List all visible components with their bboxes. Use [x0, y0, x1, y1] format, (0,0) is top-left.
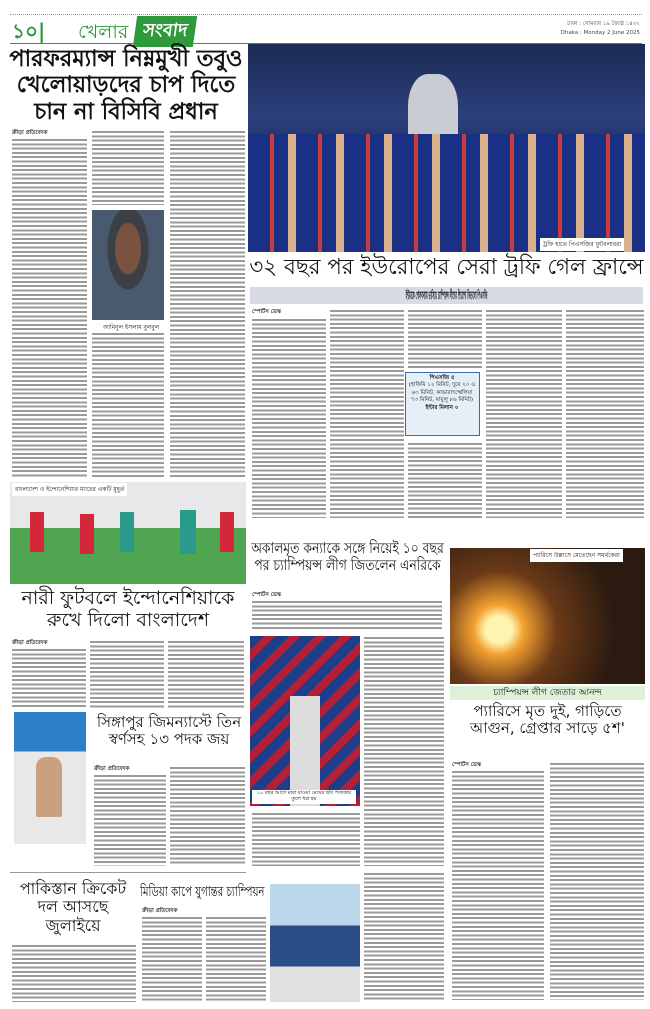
story6-kicker-box: [450, 686, 645, 700]
story2-text: [486, 309, 562, 518]
story3-headline-box: [10, 588, 246, 632]
story2-subhead: ইন্টারকে গোলবন্যায় ভাসিয়ে চ্যাম্পিয়ন্স লীগের শিরোপা জিতলো পিএসজি: [405, 289, 488, 302]
story2-text: [252, 318, 326, 518]
story3-photo-caption: বাংলাদেশ ও ইন্দোনেশিয়ার ম্যাচের একটি মুহূর্ত: [12, 483, 127, 496]
story7-headline: পাকিস্তান ক্রিকেট দল আসছে জুলাইয়ে: [19, 879, 127, 935]
story1-text: [170, 130, 245, 478]
bcb-president-photo: [92, 210, 164, 320]
story2-text: [566, 309, 644, 518]
page-number: ১০|: [12, 19, 46, 43]
story2-photo-caption: ট্রফি হাতে পিএসজির ফুটবলাররা: [540, 238, 624, 251]
story4-headline: সিঙ্গাপুর জিমন্যাস্টে তিন স্বর্ণসহ ১৩ পদক জয়: [96, 713, 242, 749]
story8-text: [206, 916, 266, 1002]
player: [120, 512, 134, 552]
story5-text: [364, 636, 444, 866]
story5-byline: স্পোর্টস ডেস্ক: [252, 592, 281, 598]
score-team1: পিএসজি ৫: [429, 375, 455, 381]
psg-trophy-photo: [248, 44, 645, 252]
section-title-box: সংবাদ: [133, 16, 198, 47]
story8-text: [142, 916, 202, 1002]
story8-headline-box: [140, 884, 266, 900]
story5-headline-box: [250, 540, 445, 575]
story5-photo-caption-box: [252, 790, 356, 804]
story1-text: [92, 130, 164, 205]
story6-text: [550, 762, 644, 1000]
gymnast-photo: [14, 712, 86, 844]
divider: [10, 872, 246, 873]
media-cup-team-photo: [270, 884, 360, 1002]
story3-byline: ক্রীড়া প্রতিবেদক: [12, 640, 48, 646]
story7-text: [12, 944, 136, 1002]
story1-text: [92, 332, 164, 478]
score-content: [408, 375, 476, 412]
women-football-photo: [10, 482, 246, 584]
story5-headline: অকালমৃত কন্যাকে সঙ্গে নিয়েই ১০ বছর পর চ্যাম্পিয়ন্স লীগ জিতলেন এনরিকে: [251, 539, 444, 575]
story8-byline: ক্রীড়া প্রতিবেদক: [142, 908, 178, 914]
story5-photo-caption: ১০ বছর আগে মারা যাওয়া মেয়ের ছবি পতাকায় তুলে ধরা হয়: [256, 790, 352, 802]
story3-text: [168, 640, 244, 708]
story3-text: [12, 648, 86, 708]
story1-headline-box: [8, 46, 244, 125]
date-bn: ঢাকা : সোমবার ১৯ জ্যৈষ্ঠ ১৪৩২: [567, 21, 640, 27]
player: [80, 514, 94, 554]
story8-headline: মিডিয়া কাপে যুগান্তর চ্যাম্পিয়ন: [140, 884, 265, 900]
score-box: [405, 372, 480, 436]
story6-byline: স্পোর্টস ডেস্ক: [452, 762, 481, 768]
story3-text: [90, 640, 164, 708]
player: [220, 512, 234, 552]
score-team2: ইন্টার মিলান ০: [425, 404, 459, 411]
story2-text: [408, 309, 482, 369]
story7-headline-box: [8, 880, 138, 935]
story4-headline-box: [92, 714, 246, 749]
story2-text: [408, 442, 482, 518]
story5-text: [252, 600, 442, 630]
section-title: খেলার: [78, 21, 129, 43]
story6-text: [452, 770, 544, 1000]
story1-text: [12, 138, 87, 478]
story2-subhead-box: [250, 287, 643, 304]
story1-headline: পারফরম্যান্স নিম্নমুখী তবুও খেলোয়াড়দের চাপ দিতে চান না বিসিবি প্রধান: [9, 46, 243, 125]
story6-headline-box: [450, 703, 645, 738]
enrique-tifo-photo: [250, 636, 360, 806]
story4-text: [170, 766, 245, 866]
score-box-inner: [408, 375, 476, 412]
player: [180, 510, 196, 554]
story1-byline: ক্রীড়া প্রতিবেদক: [12, 130, 48, 136]
gymnast: [36, 757, 62, 817]
story6-headline: প্যারিসে মৃত দুই, গাড়িতে আগুন, গ্রেপ্তার সাড়ে ৫শ': [470, 702, 625, 738]
story2-text: [330, 309, 404, 518]
story6-photo-caption: প্যারিসে উল্লাসে মেতেছেন সমর্থকেরা: [530, 549, 623, 562]
story2-text-cont: [364, 872, 444, 1000]
story2-headline: ৩২ বছর পর ইউরোপের সেরা ট্রফি গেল ফ্রান্সে: [249, 255, 644, 280]
story5-text: [252, 812, 360, 866]
story4-byline: ক্রীড়া প্রতিবেদক: [94, 766, 130, 772]
story2-byline: স্পোর্টস ডেস্ক: [252, 309, 281, 315]
story6-kicker: চ্যাম্পিয়ন্স লীগ জেতার আনন্দ: [493, 688, 602, 698]
story4-text: [94, 774, 166, 866]
story3-headline: নারী ফুটবলে ইন্দোনেশিয়াকে রুখে দিলো বাংলাদেশ: [21, 587, 235, 631]
players: [248, 134, 645, 252]
score-scorers: (হাকিমি ১২ মিনিট, দুয়ে ২০ ও ৬৩ মিনিট, কাভারাৎস্খেলিয়া ৭৩ মিনিট, মায়ুলু ৮৬ মিনিট): [408, 382, 476, 404]
story1-photo-caption: আমিনুল ইসলাম বুলবুল: [100, 321, 162, 334]
story2-headline-box: [248, 255, 645, 280]
paris-fire-photo: [450, 548, 645, 684]
masthead: [10, 14, 642, 44]
date-en: Dhaka : Monday 2 June 2025: [560, 30, 640, 36]
player: [30, 512, 44, 552]
